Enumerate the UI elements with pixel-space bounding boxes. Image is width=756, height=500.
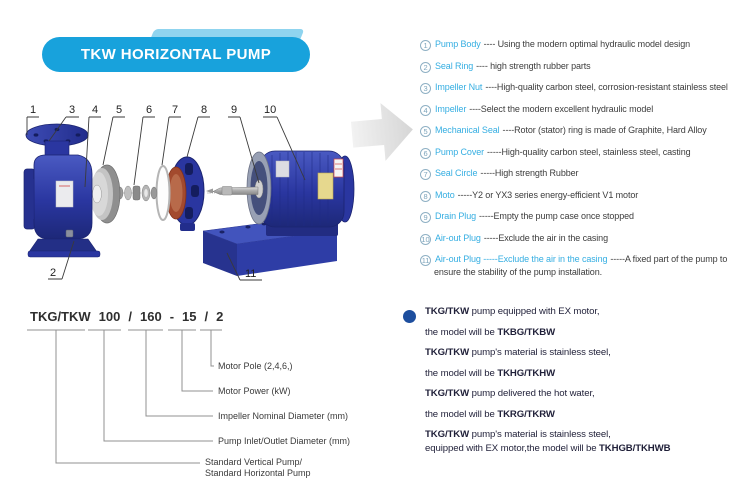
part-name: Seal Ring (435, 60, 474, 71)
part-badge: 10 (421, 234, 430, 244)
model-code-segment: - (169, 309, 175, 324)
part-number-11: 11 (245, 268, 257, 280)
part-badge: 8 (420, 191, 431, 202)
part-description: ----High-quality carbon steel, corrosion-resistant stainless steel (485, 82, 728, 92)
drain-plug (66, 230, 73, 237)
part-number-9: 9 (231, 104, 238, 116)
part-number-4: 4 (92, 104, 99, 116)
note-line-7: TKG/TKW pump's material is stainless steel, (425, 429, 611, 440)
part-name: Mechanical Seal (435, 125, 500, 135)
pump-body (24, 124, 100, 257)
note-line-8: equipped with EX motor,the model will be TKHGB/TKHWB (425, 443, 671, 454)
parts-list-item-8 (420, 189, 754, 202)
part-description: -----Empty the pump case once stopped (479, 211, 634, 221)
mechanical-seal-parts (117, 185, 157, 201)
bullet-dot-icon (403, 310, 416, 323)
part-name: Air-out Plug (435, 232, 481, 243)
part-badge: 3 (420, 83, 431, 94)
part-badge: 2 (420, 62, 431, 73)
motor-shaft (206, 187, 258, 196)
part-description: ----Rotor (stator) ring is made of Graphite, Hard Alloy (502, 125, 707, 135)
pump-body-label (56, 181, 73, 207)
part-number-7: 7 (172, 104, 179, 116)
note-line-6: the model will be TKRG/TKRW (425, 409, 555, 420)
note-line-3: TKG/TKW pump's material is stainless steel, (425, 347, 611, 358)
pump-cover (166, 157, 204, 231)
part-name: Seal Circle (435, 168, 478, 178)
part-name: Impeller (435, 103, 467, 114)
seal-circle-gasket (157, 166, 170, 220)
model-code-segment: 100 (98, 309, 121, 324)
parts-list-item-4 (420, 103, 754, 116)
part-description: -----High strength Rubber (480, 168, 579, 178)
label-inlet-outlet-diameter: Pump Inlet/Outlet Diameter (mm) (218, 436, 351, 446)
parts-list-item-7 (420, 167, 754, 180)
part-badge: 6 (420, 148, 431, 159)
part-name: Drain Plug (435, 211, 477, 221)
model-code-connectors (0, 298, 380, 498)
part-badge: 4 (420, 105, 431, 116)
label-impeller-diameter: Impeller Nominal Diameter (mm) (218, 411, 349, 421)
model-code-segment: TKG/TKW (30, 309, 91, 324)
note-line-2: the model will be TKBG/TKBW (425, 327, 556, 338)
part-number-1: 1 (30, 104, 37, 116)
model-code-segment: / (128, 309, 132, 324)
pump-feet (29, 239, 97, 252)
part-number-3: 3 (69, 104, 76, 116)
parts-list-item-9 (420, 210, 754, 223)
motor-label-white (276, 161, 289, 177)
model-code-segment: 15 (182, 309, 197, 324)
part-description: ----Select the modern excellent hydraulic model (469, 103, 654, 114)
part-badge: 7 (420, 169, 431, 180)
part-number-5: 5 (116, 104, 123, 116)
parts-list-item-3 (420, 81, 754, 94)
part-number-6: 6 (146, 104, 153, 116)
part-name: Impeller Nut (435, 82, 483, 92)
part-description: ---- high strength rubber parts (476, 60, 591, 71)
parts-list (420, 38, 754, 287)
part-badge: 11 (421, 256, 430, 265)
part-description: -----A fixed part of the pump to ensure the stability of the pump installation. (434, 254, 728, 277)
part-description: -----High-quality carbon steel, stainless steel, casting (487, 146, 691, 157)
label-standard-horizontal: Standard Horizontal Pump (205, 468, 311, 478)
page-title-text: TKW HORIZONTAL PUMP (80, 46, 272, 63)
model-code-segment: 2 (216, 309, 224, 324)
impeller (90, 165, 120, 223)
part-name: Pump Cover (435, 146, 485, 157)
part-description: -----Exclude the air in the casing (483, 232, 608, 243)
note-line-5: TKG/TKW pump delivered the hot water, (425, 388, 595, 399)
parts-list-item-5 (420, 124, 754, 137)
motor-label-red (334, 159, 343, 177)
part-number-2: 2 (50, 267, 57, 279)
part-name: Air-out Plug -----Exclude the air in the casing (435, 254, 608, 264)
part-badge: 9 (420, 212, 431, 223)
motor-nameplate-yellow (318, 173, 333, 199)
model-code-segment: / (204, 309, 209, 324)
part-name: Pump Body (435, 39, 481, 49)
note-line-4: the model will be TKHG/TKHW (425, 368, 556, 379)
part-number-10: 10 (264, 104, 277, 116)
part-description: ---- Using the modern optimal hydraulic model design (483, 39, 691, 49)
pump-exploded-diagram (0, 95, 420, 295)
label-motor-pole: Motor Pole (2,4,6,) (218, 361, 293, 371)
page-title (42, 37, 310, 72)
part-number-8: 8 (201, 104, 208, 116)
arrow-right-icon (350, 100, 416, 163)
parts-list-item-6 (420, 146, 754, 159)
part-name: Moto (435, 189, 455, 200)
label-standard-vertical: Standard Vertical Pump/ (205, 457, 303, 467)
parts-list-item-10 (420, 232, 754, 245)
part-badge: 1 (420, 40, 431, 51)
part-description: -----Y2 or YX3 series energy-efficient V1 motor (457, 189, 639, 200)
parts-list-item-2 (420, 60, 754, 73)
note-line-1: TKG/TKW pump equipped with EX motor, (425, 306, 600, 317)
part-badge: 5 (420, 126, 431, 137)
label-motor-power: Motor Power (kW) (218, 386, 291, 396)
parts-list-item-11 (420, 253, 754, 279)
model-code-segment: 160 (139, 309, 162, 324)
parts-list-item-1 (420, 38, 754, 51)
